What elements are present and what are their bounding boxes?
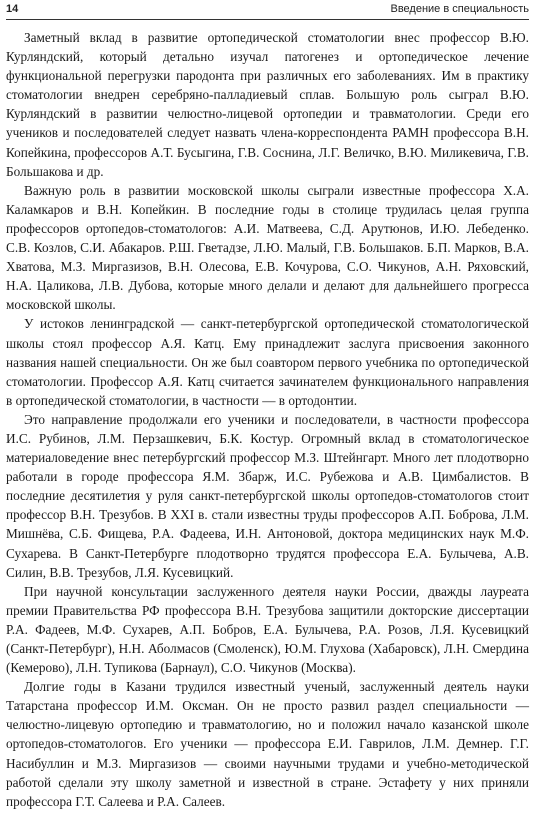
paragraph-dissertations: При научной консультации заслуженного деятеля науки России, дважды лауреата премии Правительства РФ профессора В.Н. Трезубова защитили докторские диссертации Р.А. Фадеев, М.Ф. Сухарев, А.П. Бобров, Е.А. Булычева, Р.А. Розов, Л.Я. Кусевицкий (Санкт-Петербург), Н.Н. Аболмасов (Смоленск), Ю.М. Глухова (Хабаровск), Л.Н. Смердина (Кемерово), Л.Н. Тупикова (Барнаул), С.О. Чикунов (Москва).: [6, 583, 529, 676]
body-text: [6, 28, 529, 811]
paragraph-leningrad-school: У истоков ленинградской — санкт-петербургской ортопедической стоматологической школы стоял профессор А.Я. Катц. Ему принадлежит заслуга присвоения законного названия нашей специальности. Он же был соавтором первого учебника по ортопедической стоматологии. Профессор А.Я. Катц считается зачинателем функционального направления в ортопедической стоматологии, в частности — в ортодонтии.: [6, 316, 529, 408]
paragraph-kurlyandsky: Заметный вклад в развитие ортопедической стоматологии внес профессор В.Ю. Курляндский, который детально изучал патогенез и ортопедическое лечение функциональной перегрузки пародонта при различных его заболеваниях. Им в практику стоматологии внедрен серебряно-палладиевый сплав. Большую роль сыграл В.Ю. Курляндский в развитии челюстно-лицевой ортопедии и травматологии. Среди его учеников и последователей следует назвать члена-корреспондента РАМН профессора В.Н. Копейкина, профессоров А.Т. Бусыгина, Г.В. Соснина, Л.Г. Величко, В.Ю. Миликевича, Г.В. Большакова и др.: [6, 30, 529, 179]
paragraph-moscow-school: Важную роль в развитии московской школы сыграли известные профессора Х.А. Каламкаров и В.Н. Копейкин. В последние годы в столице трудилась целая группа профессоров ортопедов-стоматологов: А.И. Матвеева, С.Д. Арутюнов, И.Ю. Лебеденко. С.В. Козлов, С.И. Абакаров. Р.Ш. Гветадзе, Л.Ю. Малый, Г.В. Большаков. Б.П. Марков, В.А. Хватова, М.З. Миргазизов, В.Н. Олесова, Е.В. Кочурова, С.О. Чикунов, А.Н. Ряховский, Н.А. Цаликова, Л.В. Дубова, которые много делали и делают для дальнейшего прогресса московской школы.: [6, 182, 529, 313]
page-number: 14: [6, 3, 19, 15]
running-header: [6, 0, 529, 20]
paragraph-students-followers: Это направление продолжали его ученики и последователи, в частности профессора И.С. Рубинов, Л.М. Перзашкевич, Б.К. Костур. Огромный вклад в стоматологическое материаловедение внес петербургский профессор М.З. Штейнгарт. Много лет плодотворно работали в городе профессора Я.М. Збарж, И.С. Рубежова и А.В. Цимбалистов. В последние десятилетия у руля санкт-петербургской школы ортопедов-стоматологов стоит профессор В.Н. Трезубов. В XXI в. стали известны труды профессоров А.П. Боброва, Л.М. Мишнёва, С.Б. Фищева, Р.А. Фадеева, И.Н. Антоновой, доктора медицинских наук М.Ф. Сухарева. В Санкт-Петербурге плодотворно трудятся профессора Е.А. Булычева, А.В. Силин, В.В. Трезубов, Л.Я. Кусевицкий.: [6, 411, 529, 580]
running-title: Введение в специальность: [390, 3, 529, 15]
paragraph-kazan-school: Долгие годы в Казани трудился известный ученый, заслуженный деятель науки Татарстана профессор И.М. Оксман. Он не просто развил раздел специальности — челюстно-лицевую ортопедию и травматологию, но и положил начало казанской школе ортопедов-стоматологов. Его ученики — профессора Е.И. Гаврилов, Л.М. Демнер. Г.Г. Насибуллин и М.З. Миргазизов — своими научными трудами и учебно-методической работой сделали эту школу заметной и известной в стране. Эстафету у них приняли профессора Г.Т. Салеева и Р.А. Салеев.: [6, 679, 529, 809]
